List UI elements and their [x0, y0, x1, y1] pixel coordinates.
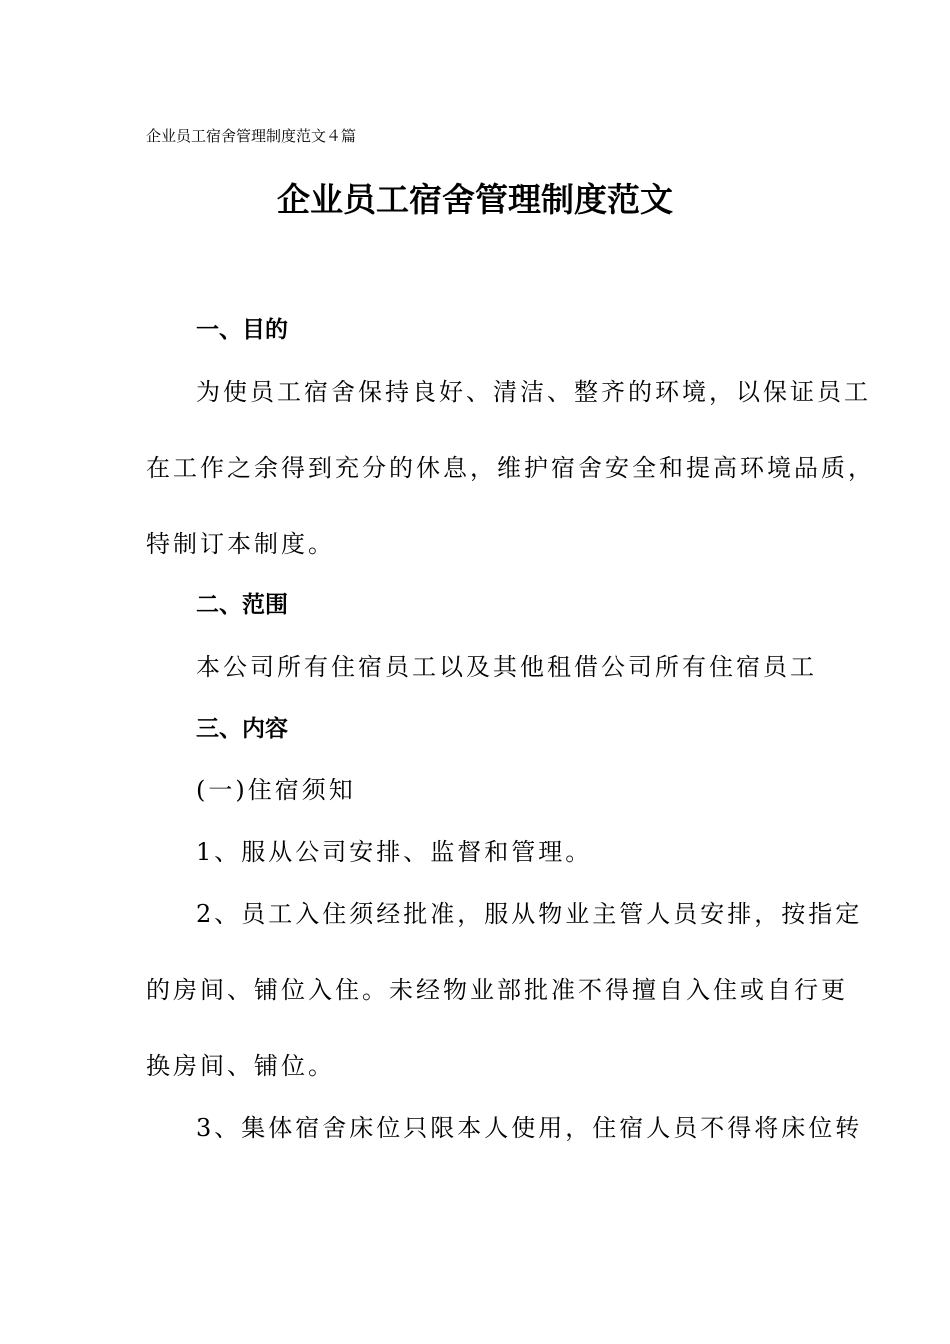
- document-title: 企业员工宿舍管理制度范文: [277, 180, 673, 219]
- list-item-line: 3、集体宿舍床位只限本人使用，住宿人员不得将床位转: [196, 1114, 863, 1142]
- list-item-line: 换房间、铺位。: [146, 1052, 335, 1080]
- list-item-line: 1、服从公司安排、监督和管理。: [196, 838, 593, 866]
- section-heading-scope: 二、范围: [196, 592, 288, 618]
- section-heading-content: 三、内容: [196, 716, 288, 742]
- paragraph-line: 为使员工宿舍保持良好、清洁、整齐的环境，以保证员工: [196, 378, 871, 406]
- subsection-heading: (一)住宿须知: [196, 776, 356, 804]
- list-item-line: 的房间、铺位入住。未经物业部批准不得擅自入住或自行更: [146, 976, 848, 1004]
- section-heading-purpose: 一、目的: [196, 317, 288, 343]
- header-note: 企业员工宿舍管理制度范文４篇: [146, 127, 357, 145]
- paragraph-line: 在工作之余得到充分的休息，维护宿舍安全和提高环境品质，: [146, 454, 875, 482]
- list-item-line: 2、员工入住须经批准，服从物业主管人员安排，按指定: [196, 900, 863, 928]
- paragraph-line: 特制订本制度。: [146, 530, 335, 558]
- paragraph-line: 本公司所有住宿员工以及其他租借公司所有住宿员工: [196, 653, 817, 681]
